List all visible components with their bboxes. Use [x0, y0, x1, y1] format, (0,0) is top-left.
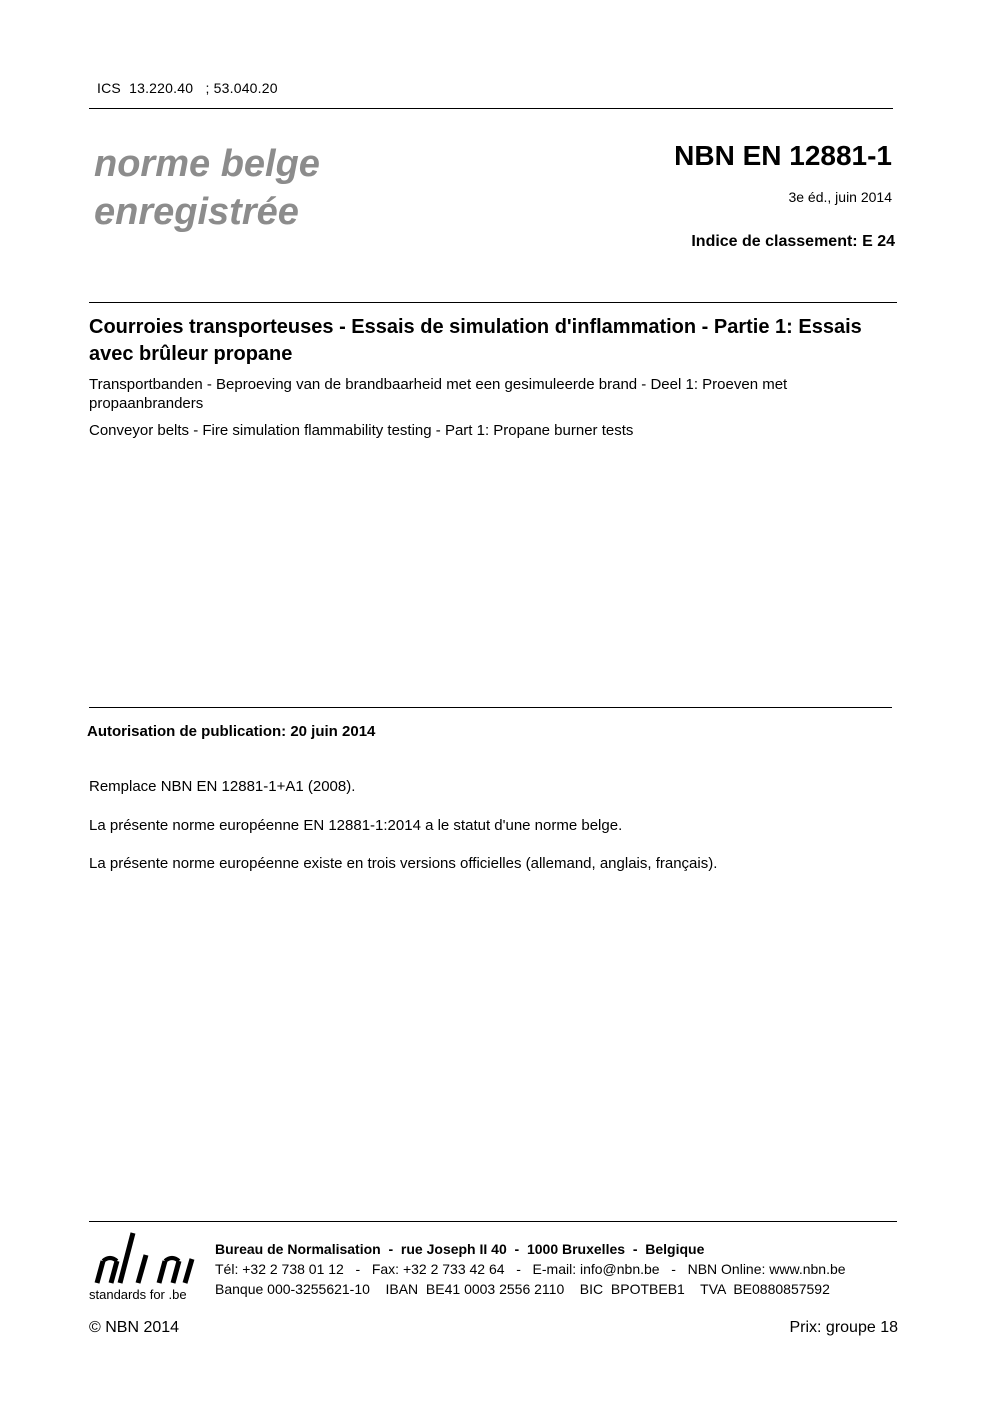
brand-line-2: enregistrée	[94, 191, 299, 233]
footer-address: Bureau de Normalisation - rue Joseph II 40 - 1000 Bruxelles - Belgique	[215, 1241, 705, 1257]
note-versions: La présente norme européenne existe en trois versions officielles (allemand, anglais, français).	[89, 855, 718, 872]
publication-divider	[89, 707, 892, 708]
copyright: © NBN 2014	[89, 1319, 180, 1336]
note-status: La présente norme européenne EN 12881-1:2014 a le statut d'une norme belge.	[89, 817, 623, 834]
brand-title	[94, 140, 320, 236]
note-replaces: Remplace NBN EN 12881-1+A1 (2008).	[89, 778, 356, 795]
edition: 3e éd., juin 2014	[788, 189, 892, 205]
logo-caption: standards for .be	[89, 1287, 187, 1302]
classification-index: Indice de classement: E 24	[691, 233, 895, 250]
standard-number: NBN EN 12881-1	[674, 140, 892, 171]
footer-bank: Banque 000-3255621-10 IBAN BE41 0003 2556 2110 BIC BPOTBEB1 TVA BE0880857592	[215, 1281, 830, 1297]
brand-line-1: norme belge	[94, 143, 320, 185]
footer-contact: Tél: +32 2 738 01 12 - Fax: +32 2 733 42 64 - E-mail: info@nbn.be - NBN Online: www.nbn.be	[215, 1261, 846, 1277]
price-group: Prix: groupe 18	[789, 1319, 898, 1336]
title-dutch: Transportbanden - Beproeving van de brandbaarheid met een gesimuleerde brand - Deel 1: Proeven met propaanbranders	[89, 376, 788, 412]
footer-divider	[89, 1221, 897, 1222]
title-divider	[89, 302, 897, 303]
header-divider	[89, 108, 893, 109]
title-english: Conveyor belts - Fire simulation flammability testing - Part 1: Propane burner tests	[89, 422, 634, 439]
ics-codes: ICS 13.220.40 ; 53.040.20	[97, 80, 278, 96]
title-french: Courroies transporteuses - Essais de simulation d'inflammation - Partie 1: Essais avec brûleur propane	[89, 316, 862, 365]
publication-authorization: Autorisation de publication: 20 juin 2014	[87, 723, 376, 740]
